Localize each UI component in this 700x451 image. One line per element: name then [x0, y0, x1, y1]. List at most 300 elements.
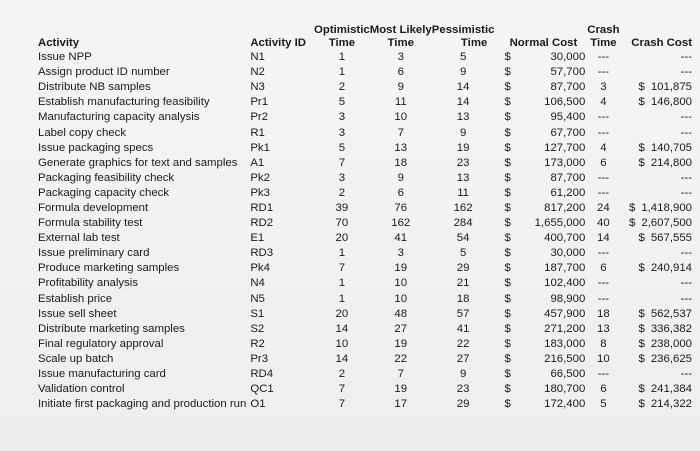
currency-symbol: $	[628, 201, 636, 214]
normal-cost-value: 87,700	[550, 171, 586, 184]
header-normal-cost: Normal Cost	[509, 37, 578, 49]
crash-cost-value: 567,555	[650, 232, 692, 245]
cell-crash-cost	[621, 171, 700, 186]
crash-cost-value: 2,607,500	[641, 217, 692, 230]
currency-symbol: $	[638, 352, 645, 365]
cell-crash-cost	[621, 246, 700, 261]
crash-cost-value: 236,625	[650, 352, 692, 365]
cell-activity: Scale up batch	[38, 352, 114, 365]
table-row	[38, 231, 700, 246]
cell-optimistic-time: 7	[338, 262, 346, 275]
cell-activity-id: Pk3	[250, 186, 270, 199]
cell-activity: Initiate first packaging and production run	[38, 398, 247, 411]
cell-optimistic-time: 20	[335, 232, 349, 245]
table-row	[38, 141, 700, 156]
table-row	[38, 352, 700, 367]
normal-cost-value: 817,200	[544, 201, 586, 214]
currency-symbol: $	[638, 322, 645, 335]
cell-crash-cost	[621, 141, 700, 156]
cell-crash-time: ---	[597, 292, 610, 305]
header-activity: Activity	[38, 37, 80, 49]
currency-symbol: $	[638, 96, 645, 109]
cell-activity: Final regulatory approval	[38, 337, 164, 350]
cell-optimistic-time: 1	[338, 277, 346, 290]
normal-cost-value: 271,200	[544, 322, 586, 335]
table-row	[38, 276, 700, 291]
currency-symbol: $	[504, 81, 511, 94]
cell-most-likely-time: 11	[394, 96, 407, 109]
currency-symbol: $	[504, 337, 511, 350]
cell-optimistic-time: 2	[338, 368, 346, 381]
currency-symbol: $	[638, 383, 645, 396]
cell-pessimistic-time: 57	[456, 307, 470, 320]
cell-most-likely-time: 19	[394, 337, 408, 350]
cell-optimistic-time: 20	[335, 307, 349, 320]
cell-crash-time: ---	[597, 247, 610, 260]
normal-cost-value: 57,700	[550, 66, 586, 79]
table-row	[38, 246, 700, 261]
cell-normal-cost	[494, 125, 585, 140]
crash-cost-value: ---	[680, 186, 692, 199]
cell-pessimistic-time: 41	[456, 322, 470, 335]
cell-crash-time: 14	[597, 232, 610, 245]
cell-activity-id: RD2	[250, 217, 274, 230]
cell-optimistic-time: 70	[335, 217, 349, 230]
cell-activity-id: R1	[250, 126, 265, 139]
crash-cost-value: ---	[680, 66, 692, 79]
currency-symbol: $	[638, 307, 645, 320]
cell-most-likely-time: 10	[394, 292, 408, 305]
cell-activity-id: A1	[250, 156, 265, 169]
cell-most-likely-time: 19	[394, 383, 408, 396]
cell-crash-cost	[621, 367, 700, 382]
table-row	[38, 95, 700, 110]
table-row	[38, 322, 700, 337]
cell-activity: Issue packaging specs	[38, 141, 154, 154]
cell-pessimistic-time: 23	[456, 156, 470, 169]
cell-crash-cost	[621, 201, 700, 216]
activity-table	[38, 24, 700, 412]
header-crash-cost: Crash Cost	[631, 37, 692, 49]
table-row	[38, 50, 700, 65]
cell-activity-id: S2	[250, 322, 265, 335]
currency-symbol: $	[504, 141, 511, 154]
currency-symbol: $	[504, 277, 511, 290]
cell-activity-id: R2	[250, 337, 265, 350]
currency-symbol: $	[504, 352, 511, 365]
cell-most-likely-time: 17	[394, 398, 408, 411]
normal-cost-value: 66,500	[550, 368, 586, 381]
crash-cost-value: ---	[680, 292, 692, 305]
cell-crash-cost	[621, 95, 700, 110]
normal-cost-value: 106,500	[544, 96, 586, 109]
cell-most-likely-time: 162	[391, 217, 411, 230]
cell-activity-id: O1	[250, 398, 266, 411]
cell-pessimistic-time: 162	[453, 201, 473, 214]
cell-crash-cost	[621, 307, 700, 322]
table-row	[38, 337, 700, 352]
cell-crash-time: 6	[600, 262, 607, 275]
table-row	[38, 216, 700, 231]
cell-crash-cost	[621, 261, 700, 276]
cell-normal-cost	[494, 80, 585, 95]
cell-activity-id: E1	[250, 232, 265, 245]
normal-cost-value: 173,000	[544, 156, 586, 169]
cell-activity: Distribute marketing samples	[38, 322, 185, 335]
cell-optimistic-time: 7	[338, 383, 346, 396]
header-most-likely-time: Most Likely Time	[369, 24, 432, 49]
cell-most-likely-time: 41	[394, 232, 408, 245]
cell-crash-time: ---	[597, 277, 610, 290]
cell-optimistic-time: 10	[335, 337, 349, 350]
cell-optimistic-time: 2	[338, 186, 346, 199]
cell-most-likely-time: 6	[397, 66, 404, 79]
cell-pessimistic-time: 29	[456, 262, 470, 275]
cell-normal-cost	[494, 307, 585, 322]
crash-cost-value: 241,384	[650, 383, 692, 396]
cell-normal-cost	[494, 156, 585, 171]
cell-pessimistic-time: 18	[456, 292, 470, 305]
normal-cost-value: 95,400	[550, 111, 586, 124]
crash-cost-value: ---	[680, 368, 692, 381]
crash-cost-value: ---	[680, 277, 692, 290]
cell-crash-time: 40	[597, 217, 610, 230]
crash-cost-value: ---	[680, 247, 692, 260]
cell-activity-id: Pk4	[250, 262, 270, 275]
cell-crash-time: 4	[600, 141, 607, 154]
cell-pessimistic-time: 21	[456, 277, 470, 290]
normal-cost-value: 180,700	[544, 383, 586, 396]
currency-symbol: $	[504, 398, 511, 411]
cell-crash-time: 6	[600, 156, 607, 169]
normal-cost-value: 216,500	[544, 352, 586, 365]
crash-cost-value: ---	[680, 171, 692, 184]
cell-crash-time: 5	[600, 398, 607, 411]
cell-normal-cost	[494, 50, 585, 65]
cell-normal-cost	[494, 367, 585, 382]
cell-crash-cost	[621, 382, 700, 397]
table-row	[38, 397, 700, 412]
header-optimistic-time: Optimistic Time	[314, 24, 370, 49]
crash-cost-value: 1,418,900	[641, 201, 692, 214]
cell-most-likely-time: 10	[394, 111, 408, 124]
normal-cost-value: 102,400	[544, 277, 586, 290]
cell-pessimistic-time: 22	[456, 337, 470, 350]
cell-activity-id: Pr2	[250, 111, 269, 124]
header-crash-time: Crash Time	[587, 24, 620, 49]
currency-symbol: $	[504, 66, 511, 79]
cell-optimistic-time: 1	[338, 51, 346, 64]
cell-most-likely-time: 19	[394, 262, 408, 275]
cell-crash-time: 8	[600, 337, 607, 350]
cell-normal-cost	[494, 397, 585, 412]
cell-activity: Issue NPP	[38, 51, 92, 64]
cell-pessimistic-time: 13	[456, 111, 470, 124]
cell-crash-cost	[621, 322, 700, 337]
currency-symbol: $	[504, 383, 511, 396]
cell-optimistic-time: 7	[338, 156, 346, 169]
cell-crash-cost	[621, 125, 700, 140]
cell-most-likely-time: 76	[394, 201, 408, 214]
cell-activity: Label copy check	[38, 126, 127, 139]
cell-crash-time: 24	[597, 201, 610, 214]
cell-activity-id: N4	[250, 277, 265, 290]
cell-activity-id: N2	[250, 66, 265, 79]
cell-activity: Issue sell sheet	[38, 307, 117, 320]
cell-normal-cost	[494, 337, 585, 352]
cell-pessimistic-time: 27	[456, 352, 470, 365]
crash-cost-value: ---	[680, 111, 692, 124]
currency-symbol: $	[504, 171, 511, 184]
table-row	[38, 80, 700, 95]
cell-crash-cost	[621, 276, 700, 291]
cell-activity-id: Pr1	[250, 96, 269, 109]
cell-activity: Establish price	[38, 292, 113, 305]
cell-pessimistic-time: 11	[457, 186, 470, 199]
cell-normal-cost	[494, 246, 585, 261]
cell-optimistic-time: 5	[338, 141, 346, 154]
cell-crash-cost	[621, 186, 700, 201]
cell-pessimistic-time: 9	[459, 368, 467, 381]
cell-optimistic-time: 1	[338, 292, 346, 305]
cell-most-likely-time: 48	[394, 307, 408, 320]
currency-symbol: $	[638, 141, 645, 154]
currency-symbol: $	[504, 368, 511, 381]
table-row	[38, 65, 700, 80]
cell-normal-cost	[494, 95, 585, 110]
cell-crash-time: 10	[597, 352, 610, 365]
currency-symbol: $	[504, 96, 511, 109]
cell-activity-id: QC1	[250, 383, 274, 396]
table-row	[38, 125, 700, 140]
cell-activity-id: S1	[250, 307, 265, 320]
currency-symbol: $	[504, 247, 511, 260]
table-row	[38, 186, 700, 201]
cell-pessimistic-time: 29	[456, 398, 470, 411]
cell-normal-cost	[494, 216, 585, 231]
cell-activity: Assign product ID number	[38, 66, 170, 79]
currency-symbol: $	[504, 217, 511, 230]
table-row	[38, 292, 700, 307]
cell-normal-cost	[494, 65, 585, 80]
currency-symbol: $	[504, 111, 511, 124]
cell-activity: Generate graphics for text and samples	[38, 156, 238, 169]
normal-cost-value: 98,900	[550, 292, 586, 305]
cell-optimistic-time: 14	[335, 322, 349, 335]
cell-crash-cost	[621, 65, 700, 80]
crash-cost-value: 238,000	[650, 337, 692, 350]
normal-cost-value: 30,000	[550, 247, 586, 260]
cell-normal-cost	[494, 141, 585, 156]
cell-crash-time: ---	[597, 66, 610, 79]
currency-symbol: $	[504, 51, 511, 64]
crash-cost-value: 214,800	[650, 156, 692, 169]
normal-cost-value: 1,655,000	[534, 217, 586, 230]
cell-crash-time: ---	[597, 111, 610, 124]
currency-symbol: $	[638, 81, 645, 94]
cell-pessimistic-time: 5	[459, 247, 467, 260]
normal-cost-value: 87,700	[550, 81, 586, 94]
cell-optimistic-time: 3	[338, 171, 346, 184]
cell-crash-time: 13	[597, 322, 610, 335]
normal-cost-value: 187,700	[544, 262, 586, 275]
cell-crash-cost	[621, 110, 700, 125]
cell-crash-cost	[621, 292, 700, 307]
cell-crash-cost	[621, 337, 700, 352]
cell-activity: Validation control	[38, 383, 125, 396]
cell-activity-id: N3	[250, 81, 265, 94]
cell-activity: Packaging capacity check	[38, 186, 170, 199]
currency-symbol: $	[638, 262, 645, 275]
crash-cost-value: 146,800	[650, 96, 692, 109]
cell-pessimistic-time: 54	[456, 232, 470, 245]
currency-symbol: $	[638, 232, 645, 245]
cell-pessimistic-time: 14	[456, 96, 470, 109]
cell-pessimistic-time: 5	[459, 51, 467, 64]
cell-pessimistic-time: 9	[459, 126, 467, 139]
cell-most-likely-time: 3	[397, 247, 404, 260]
cell-crash-cost	[621, 397, 700, 412]
currency-symbol: $	[504, 232, 511, 245]
cell-crash-cost	[621, 216, 700, 231]
cell-activity-id: RD1	[250, 201, 274, 214]
cell-normal-cost	[494, 201, 585, 216]
header-pessimistic-time: Pessimistic Time	[431, 24, 495, 49]
cell-crash-cost	[621, 231, 700, 246]
currency-symbol: $	[504, 307, 511, 320]
table-row	[38, 156, 700, 171]
cell-activity-id: Pk1	[250, 141, 270, 154]
cell-activity-id: Pk2	[250, 171, 270, 184]
cell-most-likely-time: 18	[394, 156, 408, 169]
cell-activity-id: Pr3	[250, 352, 269, 365]
crash-cost-value: ---	[680, 51, 692, 64]
cell-activity-id: N5	[250, 292, 265, 305]
normal-cost-value: 172,400	[544, 398, 586, 411]
cell-activity: Distribute NB samples	[38, 81, 151, 94]
crash-cost-value: 240,914	[650, 262, 692, 275]
cell-optimistic-time: 5	[338, 96, 346, 109]
normal-cost-value: 400,700	[544, 232, 586, 245]
currency-symbol: $	[628, 217, 636, 230]
header-activity-id: Activity ID	[250, 37, 307, 49]
cell-optimistic-time: 1	[338, 247, 346, 260]
cell-pessimistic-time: 23	[456, 383, 470, 396]
table-header	[38, 24, 700, 50]
currency-symbol: $	[504, 156, 511, 169]
cell-most-likely-time: 6	[397, 186, 404, 199]
cell-most-likely-time: 3	[397, 51, 404, 64]
crash-cost-value: 336,382	[650, 322, 692, 335]
table-row	[38, 110, 700, 125]
currency-symbol: $	[504, 126, 511, 139]
cell-activity-id: RD4	[250, 368, 274, 381]
cell-activity: Packaging feasibility check	[38, 171, 175, 184]
cell-crash-time: 3	[600, 81, 607, 94]
currency-symbol: $	[504, 186, 511, 199]
cell-normal-cost	[494, 276, 585, 291]
table-row	[38, 307, 700, 322]
cell-crash-cost	[621, 50, 700, 65]
cell-crash-time: ---	[597, 51, 610, 64]
cell-activity: Produce marketing samples	[38, 262, 180, 275]
cell-optimistic-time: 39	[335, 201, 349, 214]
normal-cost-value: 127,700	[544, 141, 586, 154]
cell-optimistic-time: 3	[338, 111, 346, 124]
cell-crash-time: ---	[597, 368, 610, 381]
cell-most-likely-time: 7	[397, 126, 404, 139]
cell-crash-cost	[621, 80, 700, 95]
cell-crash-cost	[621, 352, 700, 367]
table-row	[38, 201, 700, 216]
currency-symbol: $	[638, 156, 645, 169]
currency-symbol: $	[638, 337, 645, 350]
table-row	[38, 261, 700, 276]
cell-crash-time: ---	[597, 171, 610, 184]
crash-cost-value: 562,537	[650, 307, 692, 320]
table-row	[38, 382, 700, 397]
cell-crash-time: 4	[600, 96, 607, 109]
cell-normal-cost	[494, 292, 585, 307]
cell-normal-cost	[494, 322, 585, 337]
normal-cost-value: 61,200	[550, 186, 586, 199]
cell-pessimistic-time: 13	[456, 171, 470, 184]
cell-most-likely-time: 9	[397, 81, 404, 94]
cell-most-likely-time: 9	[397, 171, 404, 184]
normal-cost-value: 67,700	[550, 126, 586, 139]
cell-activity: External lab test	[38, 232, 120, 245]
cell-normal-cost	[494, 261, 585, 276]
cell-crash-cost	[621, 156, 700, 171]
cell-optimistic-time: 7	[338, 398, 346, 411]
cell-activity-id: N1	[250, 51, 265, 64]
cell-activity: Manufacturing capacity analysis	[38, 111, 200, 124]
header-row	[38, 24, 700, 50]
cell-normal-cost	[494, 352, 585, 367]
cell-activity: Profitability analysis	[38, 277, 139, 290]
cell-activity: Formula development	[38, 201, 149, 214]
normal-cost-value: 183,000	[544, 337, 586, 350]
cell-most-likely-time: 22	[394, 352, 408, 365]
cell-optimistic-time: 2	[338, 81, 346, 94]
cell-normal-cost	[494, 171, 585, 186]
cell-crash-time: ---	[597, 126, 610, 139]
crash-cost-value: 101,875	[650, 81, 692, 94]
table-body	[38, 50, 700, 412]
cell-normal-cost	[494, 186, 585, 201]
normal-cost-value: 457,900	[544, 307, 586, 320]
cell-pessimistic-time: 284	[453, 217, 473, 230]
cell-crash-time: 6	[600, 383, 607, 396]
crash-cost-value: 214,322	[650, 398, 692, 411]
cell-normal-cost	[494, 110, 585, 125]
cell-most-likely-time: 13	[394, 141, 408, 154]
cell-normal-cost	[494, 382, 585, 397]
crash-cost-value: ---	[680, 126, 692, 139]
currency-symbol: $	[504, 262, 511, 275]
cell-activity: Formula stability test	[38, 217, 143, 230]
cell-optimistic-time: 1	[338, 66, 346, 79]
crash-cost-value: 140,705	[650, 141, 692, 154]
currency-symbol: $	[504, 322, 511, 335]
currency-symbol: $	[504, 292, 511, 305]
cell-most-likely-time: 27	[394, 322, 408, 335]
cell-activity: Issue manufacturing card	[38, 368, 166, 381]
currency-symbol: $	[504, 201, 511, 214]
cell-pessimistic-time: 19	[456, 141, 470, 154]
cell-pessimistic-time: 14	[456, 81, 470, 94]
cell-crash-time: ---	[597, 186, 610, 199]
